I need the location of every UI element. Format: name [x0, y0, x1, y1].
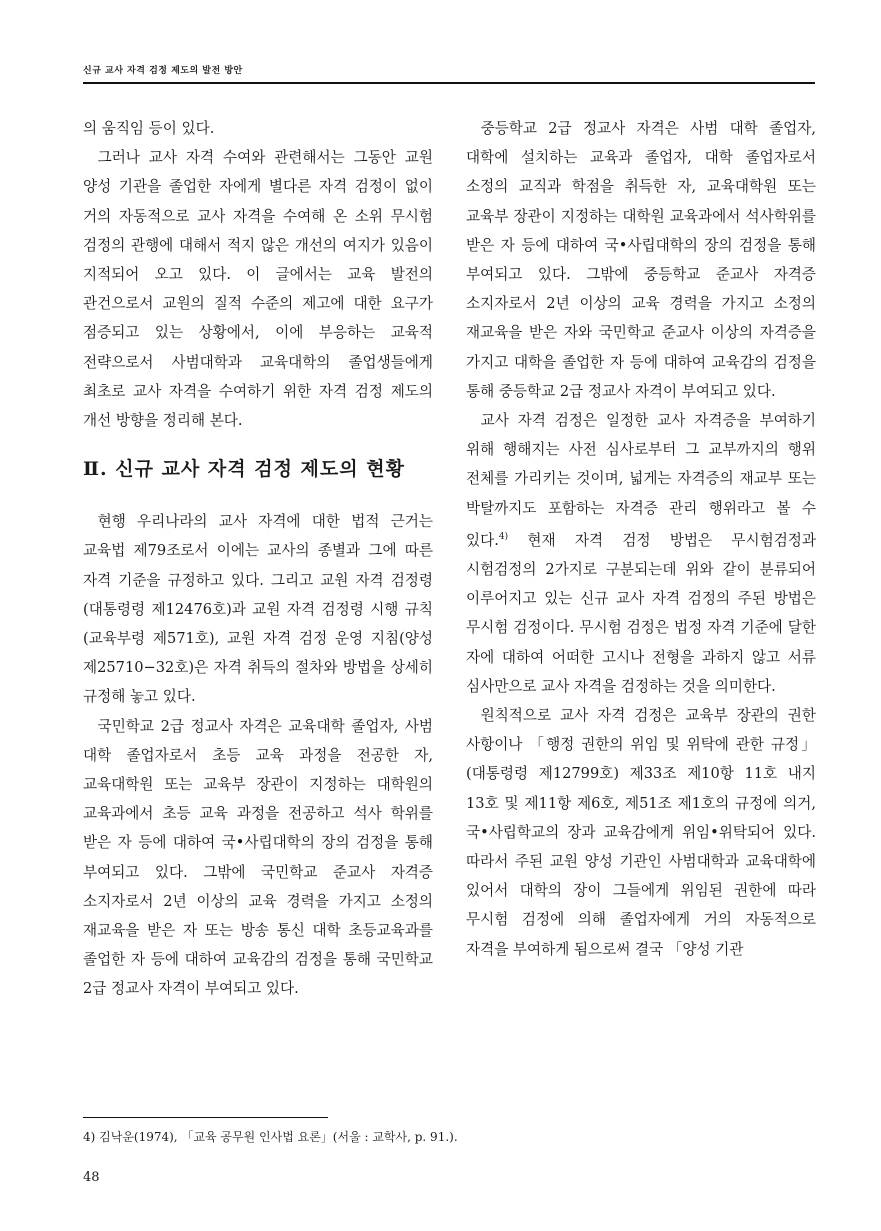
right-paragraph-2-part-2: 현재 자격 검정 방법은 무시험검정과 시험검정의 2가지로 구분되는데 위와 같이 분류되어 이루어지고 있는 신규 교사 자격 검정의 주된 방법은 무시험 검정이다. 무시험 검정은 법정 자격 기준에 달한 자에 대하여 어떠한 고시나 전형을 과하지 않고 서류 심사만으로 교사 자격을 검정하는 것을 의미한다.: [466, 531, 816, 695]
page-number: 48: [83, 1170, 100, 1185]
right-paragraph-3: 원칙적으로 교사 자격 검정은 교육부 장관의 권한 사항이나 「행정 권한의 위임 및 위탁에 관한 규정」(대통령령 제12799호) 제33조 제10항 11호 내지 13호 및 제11항 제6호, 제51조 제1호의 규정에 의거, 국•사립학교의 장과 교육감에게 위임•위탁되어 있다. 따라서 주된 교원 양성 기관인 사범대학과 교육대학에 있어서 대학의 장이 그들에게 위임된 권한에 따라 무시험 검정에 의해 졸업자에게 거의 자동적으로 자격을 부여하게 됨으로써 결국 「양성 기관: [466, 706, 816, 958]
left-paragraph-2: 그러나 교사 자격 수여와 관련해서는 그동안 교원 양성 기관을 졸업한 자에게 별다른 자격 검정이 없이 거의 자동적으로 교사 자격을 수여해 온 소위 무시험 검정의 관행에 대해서 적지 않은 개선의 여지가 있음이 지적되어 오고 있다. 이 글에서는 교육 발전의 관건으로서 교원의 질적 수준의 제고에 대한 요구가 점증되고 있는 상황에서, 이에 부응하는 교육적 전략으로서 사범대학과 교육대학의 졸업생들에게 최초로 교사 자격을 수여하기 위한 자격 검정 제도의 개선 방향을 정리해 본다.: [83, 149, 433, 430]
right-column: [466, 114, 816, 964]
section-title: Ⅱ. 신규 교사 자격 검정 제도의 현황: [83, 458, 405, 481]
footnote-rule: [83, 1117, 328, 1118]
right-paragraph-2-part-1: 교사 자격 검정은 일정한 교사 자격증을 부여하기 위해 행해지는 사전 심사로부터 그 교부까지의 행위 전체를 가리키는 것이며, 넓게는 자격증의 재교부 또는 박탈까지도 포함하는 자격증 관리 행위라고 볼 수 있다.: [466, 412, 816, 549]
header-rule: [83, 82, 815, 84]
left-column: [83, 114, 433, 1004]
right-paragraph-2: [466, 406, 816, 701]
running-head: 신규 교사 자격 검정 제도의 발전 방안: [83, 66, 243, 76]
footnote: 4) 김낙운(1974), 「교육 공무원 인사법 요론」(서울 : 교학사, p. 91.).: [83, 1130, 458, 1144]
left-paragraph-3: 현행 우리나라의 교사 자격에 대한 법적 근거는 교육법 제79조로서 이에는 교사의 종별과 그에 따른 자격 기준을 규정하고 있다. 그리고 교원 자격 검정령(대통령령 제12476호)과 교원 자격 검정령 시행 규칙(교육부령 제571호), 교원 자격 검정 운영 지침(양성 제25710−32호)은 자격 취득의 절차와 방법을 상세히 규정해 놓고 있다.: [83, 513, 433, 706]
right-paragraph-1: 중등학교 2급 정교사 자격은 사범 대학 졸업자, 대학에 설치하는 교육과 졸업자, 대학 졸업자로서 소정의 교직과 학점을 취득한 자, 교육대학원 또는 교육부 장관이 지정하는 대학원 교육과에서 석사학위를 받은 자 등에 대하여 국•사립대학의 장의 검정을 통해 부여되고 있다. 그밖에 중등학교 준교사 자격증 소지자로서 2년 이상의 교육 경력을 가지고 소정의 재교육을 받은 자와 국민학교 준교사 이상의 자격증을 가지고 대학을 졸업한 자 등에 대하여 교육감의 검정을 통해 중등학교 2급 정교사 자격이 부여되고 있다.: [466, 120, 816, 400]
left-paragraph-4: 국민학교 2급 정교사 자격은 교육대학 졸업자, 사범 대학 졸업자로서 초등 교육 과정을 전공한 자, 교육대학원 또는 교육부 장관이 지정하는 대학원의 교육과에서 초등 교육 과정을 전공하고 석사 학위를 받은 자 등에 대하여 국•사립대학의 장의 검정을 통해 부여되고 있다. 그밖에 국민학교 준교사 자격증 소지자로서 2년 이상의 교육 경력을 가지고 소정의 재교육을 받은 자 또는 방송 통신 대학 초등교육과를 졸업한 자 등에 대하여 교육감의 검정을 통해 국민학교 2급 정교사 자격이 부여되고 있다.: [83, 717, 433, 998]
footnote-reference: 4): [498, 531, 509, 542]
left-paragraph-1: 의 움직임 등이 있다.: [83, 120, 215, 137]
